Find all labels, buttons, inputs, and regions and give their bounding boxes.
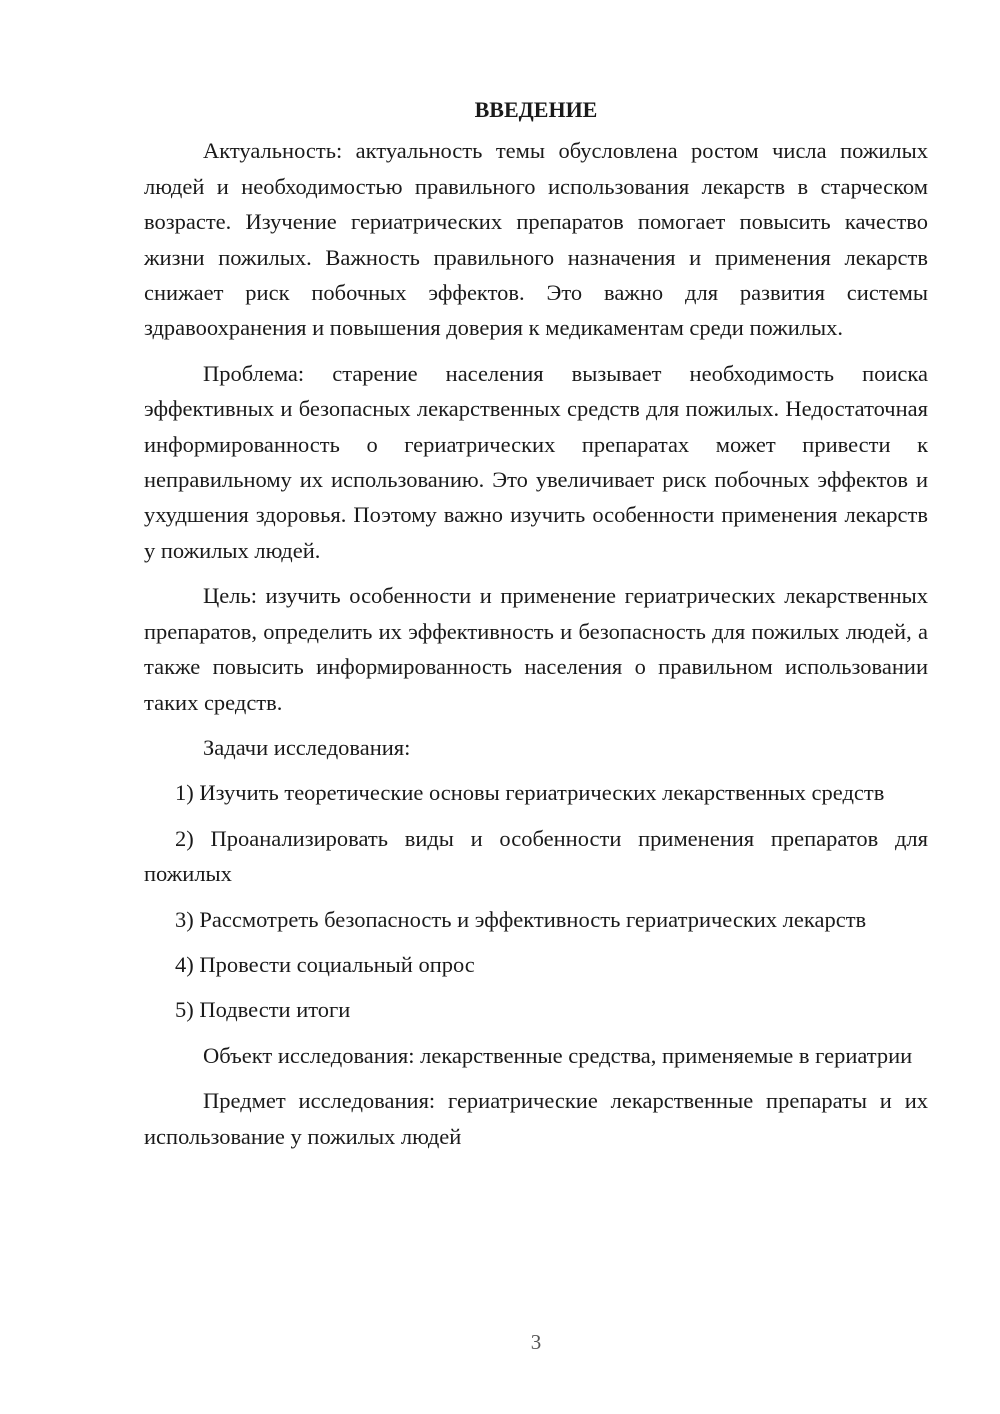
task-item: 4) Провести социальный опрос xyxy=(175,951,475,977)
page-number: 3 xyxy=(530,1330,542,1354)
section-title: ВВЕДЕНИЕ xyxy=(474,97,598,122)
paragraph-goal: Цель: изучить особенности и применение гериатрических лекарственных препаратов, определить их эффективность и безопасность для пожилых людей, а также повысить информированность населения о правильном использовании таких средств. xyxy=(144,583,928,715)
tasks-heading: Задачи исследования: xyxy=(203,734,411,760)
task-item: 1) Изучить теоретические основы гериатрических лекарственных средств xyxy=(175,780,885,806)
page-content xyxy=(144,92,928,1154)
paragraph-object: Объект исследования: лекарственные средства, применяемые в гериатрии xyxy=(203,1042,913,1068)
tasks-list xyxy=(144,775,928,1027)
task-item: 3) Рассмотреть безопасность и эффективность гериатрических лекарств xyxy=(175,906,867,932)
paragraph-problem: Проблема: старение населения вызывает необходимость поиска эффективных и безопасных лекарственных средств для пожилых. Недостаточная информированность о гериатрических препаратах может привести к неправильному их использованию. Это увеличивает риск побочных эффектов и ухудшения здоровья. Поэтому важно изучить особенности применения лекарств у пожилых людей. xyxy=(144,360,928,563)
paragraph-relevance: Актуальность: актуальность темы обусловлена ростом числа пожилых людей и необходимостью правильного использования лекарств в старческом возрасте. Изучение гериатрических препаратов помогает повысить качество жизни пожилых. Важность правильного назначения и применения лекарств снижает риск побочных эффектов. Это важно для развития системы здравоохранения и повышения доверия к медикаментам среди пожилых. xyxy=(144,138,928,341)
paragraph-subject: Предмет исследования: гериатрические лекарственные препараты и их использование у пожилых людей xyxy=(144,1088,928,1149)
task-item: 5) Подвести итоги xyxy=(175,997,351,1023)
task-item: 2) Проанализировать виды и особенности применения препаратов для пожилых xyxy=(144,825,928,887)
